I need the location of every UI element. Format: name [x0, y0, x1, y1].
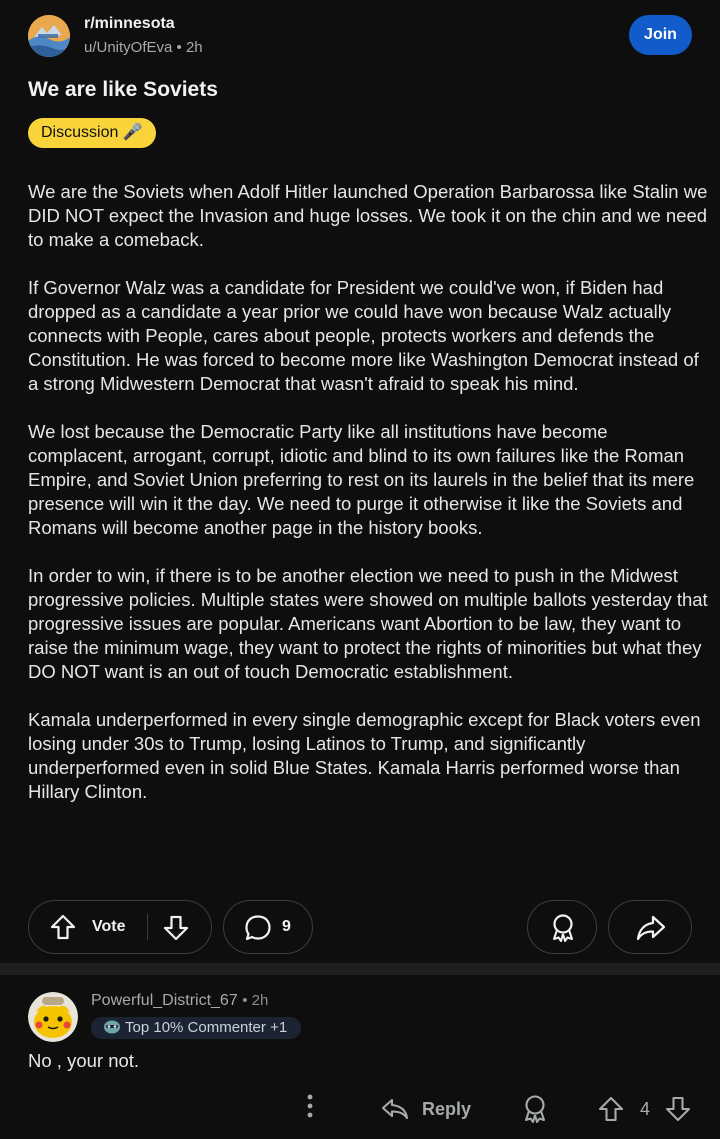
downvote-icon[interactable] [162, 914, 190, 942]
vote-divider [147, 914, 148, 940]
upvote-icon[interactable] [49, 913, 77, 941]
post-paragraph: In order to win, if there is to be another election we need to push in the Midwest progressive policies. Multiple states were showed on multiple ballots yesterday that progressive issues are popular. Americans want Abortion to be law, they want to raise the minimum wage, they want to protect the rights of minorities but what they DO NOT want is an out of touch Democratic establishment. [28, 565, 708, 682]
post-paragraph: We lost because the Democratic Party like all institutions have become complacent, arrogant, corrupt, idiotic and blind to its own failures like the Roman Empire, and Soviet Union preferring to rest on its laurels in the belief that its mere presence will win it the day. We need to purge it otherwise it like the Soviets and Romans will become another page in the history books. [28, 421, 695, 538]
comment-body: No , your not. [28, 1050, 140, 1071]
meta-dot: • [176, 39, 186, 56]
section-separator [0, 963, 720, 975]
comment-upvote-icon[interactable] [597, 1095, 625, 1128]
post-meta [84, 39, 203, 56]
commenter-avatar[interactable] [28, 992, 78, 1042]
award-icon [549, 913, 577, 943]
comment-time: 2h [251, 992, 269, 1009]
award-button[interactable] [527, 900, 597, 954]
post-title[interactable]: We are like Soviets [28, 78, 218, 101]
comment-score: 4 [640, 1099, 651, 1119]
comment-count: 9 [282, 918, 291, 935]
post-flair[interactable]: Discussion 🎤 [28, 118, 156, 148]
reply-button[interactable]: Reply [422, 1099, 472, 1119]
share-icon [635, 913, 667, 943]
comments-button[interactable] [223, 900, 313, 954]
post-time: 2h [185, 39, 203, 56]
subreddit-name[interactable]: r/minnesota [84, 15, 175, 32]
top-commenter-icon [103, 1019, 121, 1035]
comment-card [0, 975, 720, 1139]
vote-bar [28, 900, 212, 954]
share-button[interactable] [608, 900, 692, 954]
join-button[interactable]: Join [629, 15, 692, 55]
more-options-icon[interactable] [300, 1093, 320, 1126]
commenter-badge[interactable] [91, 1017, 301, 1039]
post-paragraph: If Governor Walz was a candidate for President we could've won, if Biden had dropped as a candidate a year prior we could have won because Walz actually connects with People, cares about people, protects workers and defends the Constitution. He was forced to become more like Washington Democrat instead of a strong Midwestern Democrat that wasn't afraid to speak his mind. [28, 277, 699, 394]
comment-award-icon[interactable] [521, 1094, 549, 1129]
reply-icon[interactable] [380, 1095, 410, 1123]
comment-meta [91, 992, 268, 1010]
post-body [28, 180, 708, 828]
post-author[interactable]: u/UnityOfEva [84, 39, 173, 56]
vote-label: Vote [92, 918, 126, 935]
comment-downvote-icon[interactable] [664, 1095, 692, 1128]
comment-icon [243, 913, 273, 943]
post-paragraph: Kamala underperformed in every single demographic except for Black voters even losing under 30s to Trump, losing Latinos to Trump, and significantly underperformed even in solid Blue States. Kamala Harris performed worse than Hillary Clinton. [28, 709, 701, 802]
comment-author[interactable]: Powerful_District_67 [91, 992, 238, 1009]
subreddit-avatar[interactable] [28, 15, 70, 57]
meta-dot: • [242, 992, 252, 1009]
post-paragraph: We are the Soviets when Adolf Hitler launched Operation Barbarossa like Stalin we DID NOT expect the Invasion and huge losses. We took it on the chin and we need to make a comeback. [28, 181, 708, 250]
badge-label: Top 10% Commenter +1 [125, 1019, 288, 1036]
